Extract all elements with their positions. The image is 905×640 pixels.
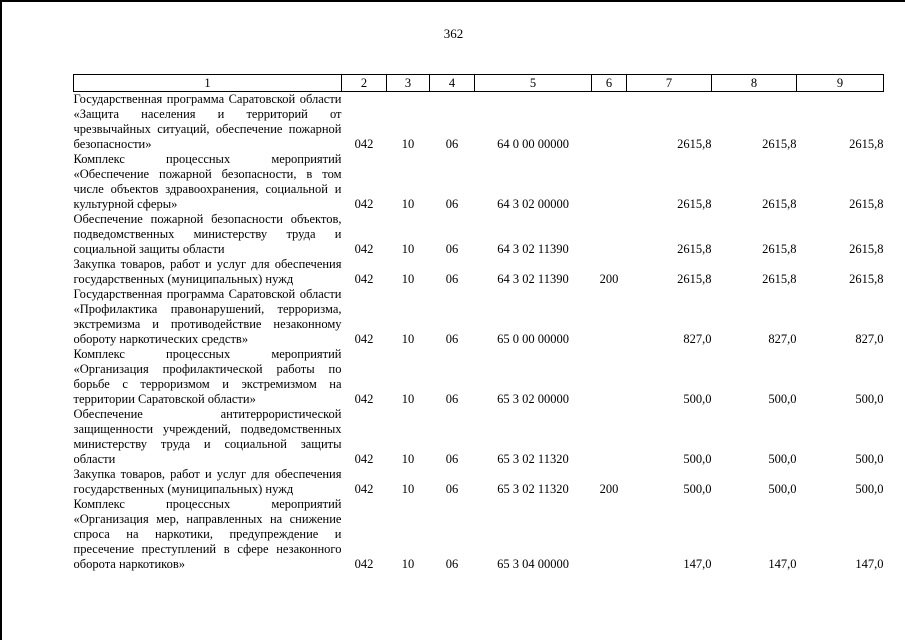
subsection-code-cell: 06 [445,197,459,211]
column-header: 6 [592,75,627,92]
table-row [74,257,884,287]
expense-type-cell [592,347,627,407]
amount-year3-cell: 500,0 [855,452,884,466]
target-article-cell: 64 3 02 11390 [497,272,569,286]
table-row [74,92,884,153]
column-header: 3 [387,75,430,92]
target-article-cell: 65 0 00 00000 [497,332,569,346]
subsection-code-cell: 06 [445,272,459,286]
column-header: 9 [797,75,884,92]
expense-type-cell [592,92,627,153]
amount-year2-cell: 500,0 [768,392,797,406]
amount-year1-cell: 2615,8 [677,137,712,151]
amount-year2-cell: 500,0 [768,452,797,466]
expense-type-cell [592,152,627,212]
section-code-cell: 10 [401,137,415,151]
target-article-cell: 65 3 04 00000 [497,557,569,571]
program-name-cell: Комплекс процессных мероприятий «Организация мер, направленных на снижение спроса на наркотики, предупреждение и пресечение преступлений в сфере незаконного оборота наркотиков» [73,497,342,571]
target-article-cell: 65 3 02 00000 [497,392,569,406]
amount-year2-cell: 2615,8 [762,242,797,256]
amount-year2-cell: 827,0 [768,332,797,346]
amount-year2-cell: 2615,8 [762,272,797,286]
target-article-cell: 64 3 02 11390 [497,242,569,256]
agency-code-cell: 042 [354,392,374,406]
amount-year1-cell: 2615,8 [677,242,712,256]
table-row [74,287,884,347]
agency-code-cell: 042 [354,272,374,286]
subsection-code-cell: 06 [445,332,459,346]
program-name-cell: Государственная программа Саратовской области «Защита населения и территорий от чрезвычайных ситуаций, обеспечение пожарной безопасности» [73,92,342,151]
amount-year1-cell: 500,0 [683,482,712,496]
table-row [74,212,884,257]
expense-type-cell: 200 [599,272,619,286]
program-name-cell: Комплекс процессных мероприятий «Организация профилактической работы по борьбе с терроризмом и экстремизмом на территории Саратовской области» [73,347,342,406]
section-code-cell: 10 [401,272,415,286]
amount-year1-cell: 827,0 [683,332,712,346]
column-header: 7 [627,75,712,92]
subsection-code-cell: 06 [445,482,459,496]
target-article-cell: 64 0 00 00000 [497,137,569,151]
amount-year3-cell: 827,0 [855,332,884,346]
amount-year1-cell: 147,0 [683,557,712,571]
section-code-cell: 10 [401,197,415,211]
subsection-code-cell: 06 [445,137,459,151]
section-code-cell: 10 [401,482,415,496]
program-name-cell: Закупка товаров, работ и услуг для обеспечения государственных (муниципальных) нужд [73,467,342,496]
agency-code-cell: 042 [354,197,374,211]
subsection-code-cell: 06 [445,452,459,466]
agency-code-cell: 042 [354,137,374,151]
table-row [74,347,884,407]
agency-code-cell: 042 [354,332,374,346]
table-row [74,407,884,467]
amount-year3-cell: 2615,8 [849,242,884,256]
amount-year2-cell: 147,0 [768,557,797,571]
expense-type-cell [592,212,627,257]
table-row [74,467,884,497]
amount-year2-cell: 2615,8 [762,197,797,211]
agency-code-cell: 042 [354,557,374,571]
amount-year3-cell: 500,0 [855,392,884,406]
column-header: 8 [712,75,797,92]
table-row [74,152,884,212]
expense-type-cell [592,287,627,347]
agency-code-cell: 042 [354,452,374,466]
column-header: 2 [342,75,387,92]
agency-code-cell: 042 [354,242,374,256]
agency-code-cell: 042 [354,482,374,496]
amount-year1-cell: 500,0 [683,392,712,406]
expense-type-cell: 200 [599,482,619,496]
subsection-code-cell: 06 [445,392,459,406]
program-name-cell: Государственная программа Саратовской области «Профилактика правонарушений, терроризма, экстремизма и противодействие незаконному обороту наркотических средств» [73,287,342,346]
program-name-cell: Обеспечение антитеррористической защищенности учреждений, подведомственных министерству труда и социальной защиты области [73,407,342,466]
expense-type-cell [592,497,627,572]
amount-year3-cell: 2615,8 [849,197,884,211]
target-article-cell: 65 3 02 11320 [497,452,569,466]
subsection-code-cell: 06 [445,557,459,571]
section-code-cell: 10 [401,332,415,346]
page-number: 362 [443,26,464,41]
table-row [74,497,884,572]
target-article-cell: 65 3 02 11320 [497,482,569,496]
amount-year3-cell: 2615,8 [849,272,884,286]
program-name-cell: Комплекс процессных мероприятий «Обеспечение пожарной безопасности, в том числе объектов здравоохранения, социальной и культурной сферы» [73,152,342,211]
amount-year2-cell: 500,0 [768,482,797,496]
amount-year1-cell: 2615,8 [677,197,712,211]
subsection-code-cell: 06 [445,242,459,256]
budget-table [73,74,884,572]
section-code-cell: 10 [401,452,415,466]
amount-year1-cell: 500,0 [683,452,712,466]
expense-type-cell [592,407,627,467]
amount-year3-cell: 500,0 [855,482,884,496]
amount-year1-cell: 2615,8 [677,272,712,286]
table-header-row [74,75,884,92]
target-article-cell: 64 3 02 00000 [497,197,569,211]
column-header: 5 [475,75,592,92]
section-code-cell: 10 [401,392,415,406]
amount-year2-cell: 2615,8 [762,137,797,151]
amount-year3-cell: 147,0 [855,557,884,571]
section-code-cell: 10 [401,557,415,571]
program-name-cell: Закупка товаров, работ и услуг для обеспечения государственных (муниципальных) нужд [73,257,342,286]
column-header: 1 [74,75,342,92]
column-header: 4 [430,75,475,92]
amount-year3-cell: 2615,8 [849,137,884,151]
program-name-cell: Обеспечение пожарной безопасности объектов, подведомственных министерству труда и социальной защиты области [73,212,342,256]
section-code-cell: 10 [401,242,415,256]
